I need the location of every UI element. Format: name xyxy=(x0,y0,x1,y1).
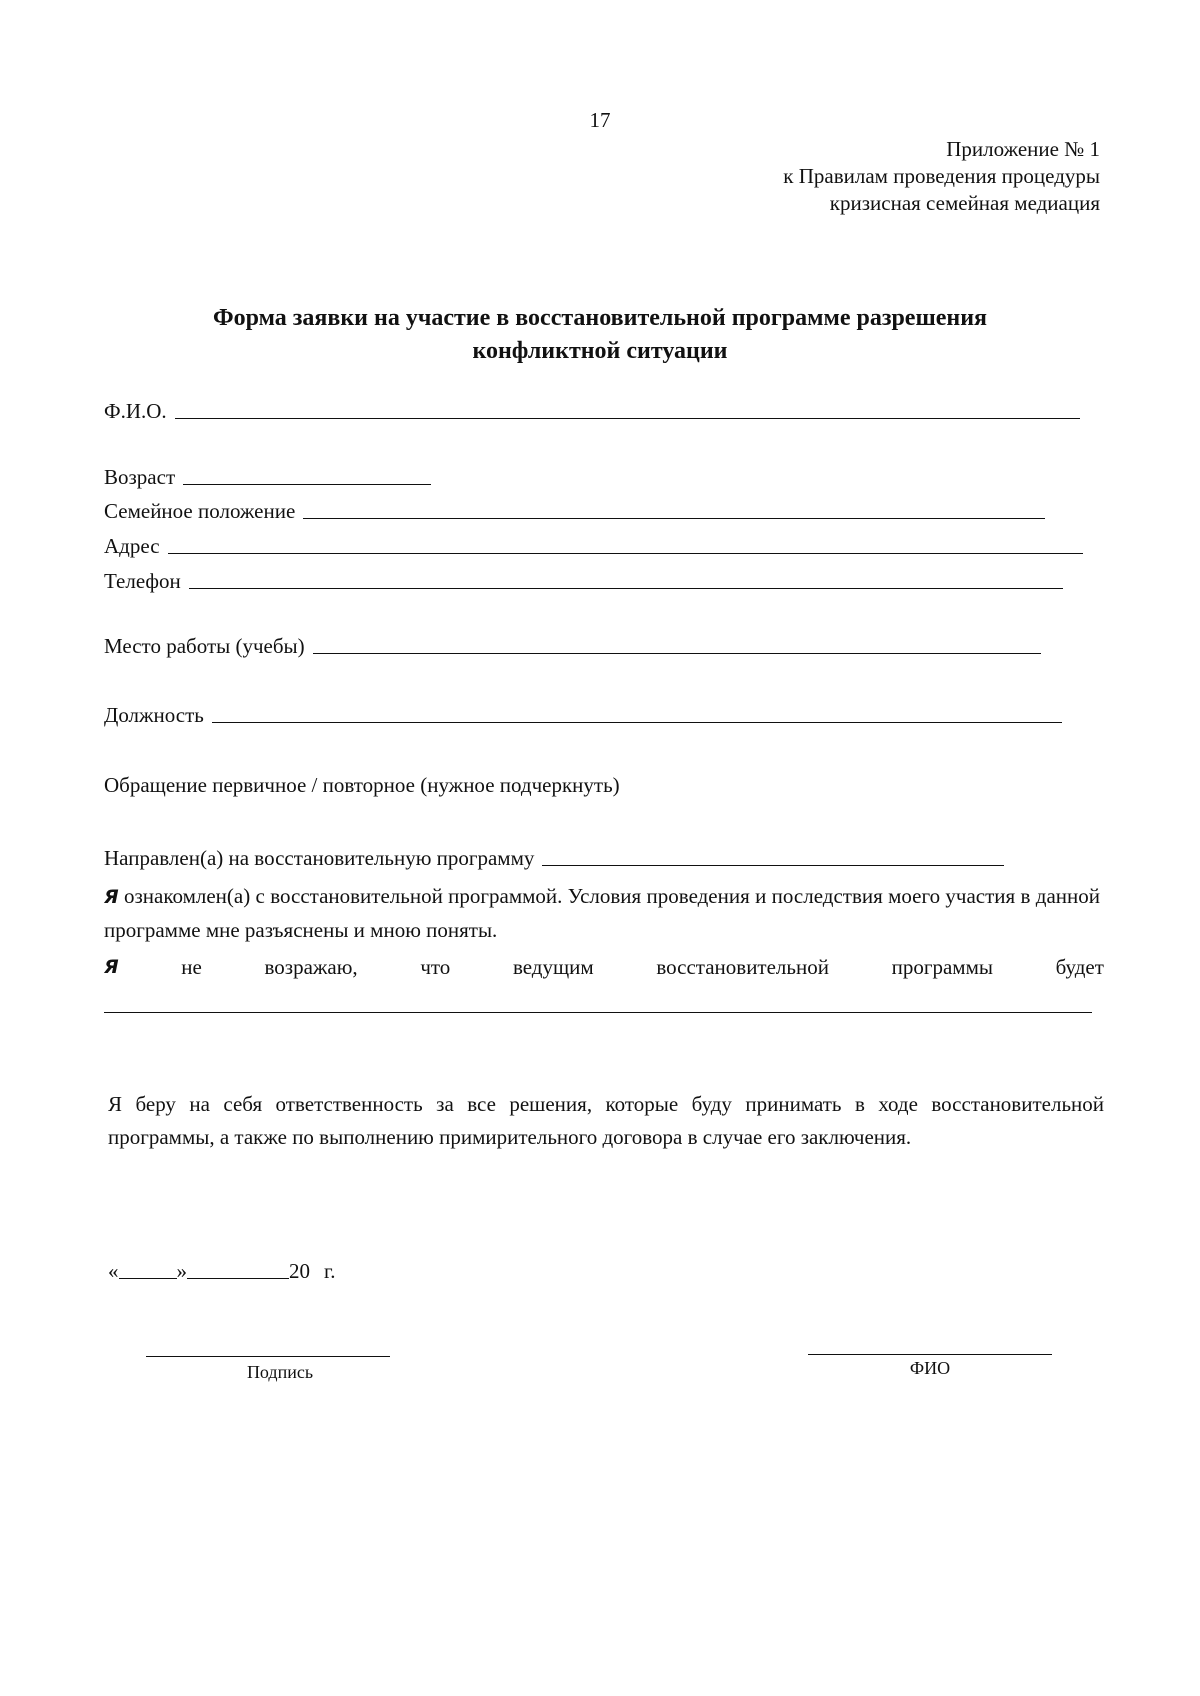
form-title-line-1: Форма заявки на участие в восстановительной программе разрешения xyxy=(212,305,988,331)
fio-field[interactable] xyxy=(175,417,1080,419)
appendix-line-3: кризисная семейная медиация xyxy=(829,191,1100,215)
address-label: Адрес xyxy=(104,534,160,558)
marital-status-row xyxy=(104,498,1045,524)
workplace-row xyxy=(104,633,1041,659)
referred-row xyxy=(104,845,1004,871)
appendix-line-2: к Правилам проведения процедуры xyxy=(783,164,1100,188)
form-title xyxy=(100,302,1100,368)
fio-row xyxy=(104,398,1080,424)
date-open-quote: « xyxy=(108,1259,119,1283)
address-field[interactable] xyxy=(168,552,1083,554)
acknowledgement-ya: Я xyxy=(104,886,119,908)
date-row xyxy=(108,1258,336,1284)
date-year-prefix: 20 xyxy=(289,1259,310,1283)
name-label: ФИО xyxy=(909,1358,951,1378)
page-number: 17 xyxy=(589,108,611,132)
referred-field[interactable] xyxy=(542,864,1004,866)
name-field[interactable] xyxy=(808,1354,1052,1355)
date-close-quote: » xyxy=(176,1259,187,1283)
no-objection-word-4: что xyxy=(420,955,451,979)
position-label: Должность xyxy=(104,703,204,727)
age-field[interactable] xyxy=(183,483,431,485)
date-month-field[interactable] xyxy=(187,1277,289,1279)
phone-row xyxy=(104,568,1063,594)
fio-label: Ф.И.О. xyxy=(104,399,167,423)
signature-field[interactable] xyxy=(146,1356,390,1357)
marital-status-field[interactable] xyxy=(303,517,1045,519)
no-objection-word-6: восстановительной xyxy=(656,955,829,979)
acknowledgement-text: ознакомлен(а) с восстановительной программой. Условия проведения и последствия моего участия в данной программе мне разъяснены и мною поняты. xyxy=(104,884,1100,942)
acknowledgement-paragraph xyxy=(104,880,1100,947)
date-year-suffix: г. xyxy=(324,1259,336,1283)
no-objection-word-7: программы xyxy=(891,955,993,979)
phone-field[interactable] xyxy=(189,587,1063,589)
date-day-field[interactable] xyxy=(119,1277,177,1279)
position-field[interactable] xyxy=(212,721,1062,723)
appendix-line-1: Приложение № 1 xyxy=(946,137,1100,161)
no-objection-word-1: Я xyxy=(104,956,119,978)
age-row xyxy=(104,464,431,490)
workplace-field[interactable] xyxy=(313,652,1041,654)
no-objection-word-2: не xyxy=(181,955,202,979)
workplace-label: Место работы (учебы) xyxy=(104,634,305,658)
address-row xyxy=(104,533,1083,559)
phone-label: Телефон xyxy=(104,569,181,593)
referred-label: Направлен(а) на восстановительную программу xyxy=(104,846,535,870)
no-objection-word-5: ведущим xyxy=(512,955,594,979)
no-objection-row xyxy=(104,954,1104,981)
mediator-name-field[interactable] xyxy=(104,1012,1092,1013)
marital-status-label: Семейное положение xyxy=(104,499,296,523)
appeal-type-text: Обращение первичное / повторное (нужное подчеркнуть) xyxy=(104,773,620,797)
responsibility-paragraph: Я беру на себя ответственность за все решения, которые буду принимать в ходе восстановительной программы, а также по выполнению примирительного договора в случае его заключения. xyxy=(108,1092,1104,1149)
no-objection-word-3: возражаю, xyxy=(264,955,358,979)
form-title-line-2: конфликтной ситуации xyxy=(472,338,728,364)
no-objection-word-8: будет xyxy=(1055,955,1104,979)
age-label: Возраст xyxy=(104,465,176,489)
appendix-header xyxy=(783,136,1100,217)
signature-label: Подпись xyxy=(246,1362,314,1382)
position-row xyxy=(104,702,1062,728)
